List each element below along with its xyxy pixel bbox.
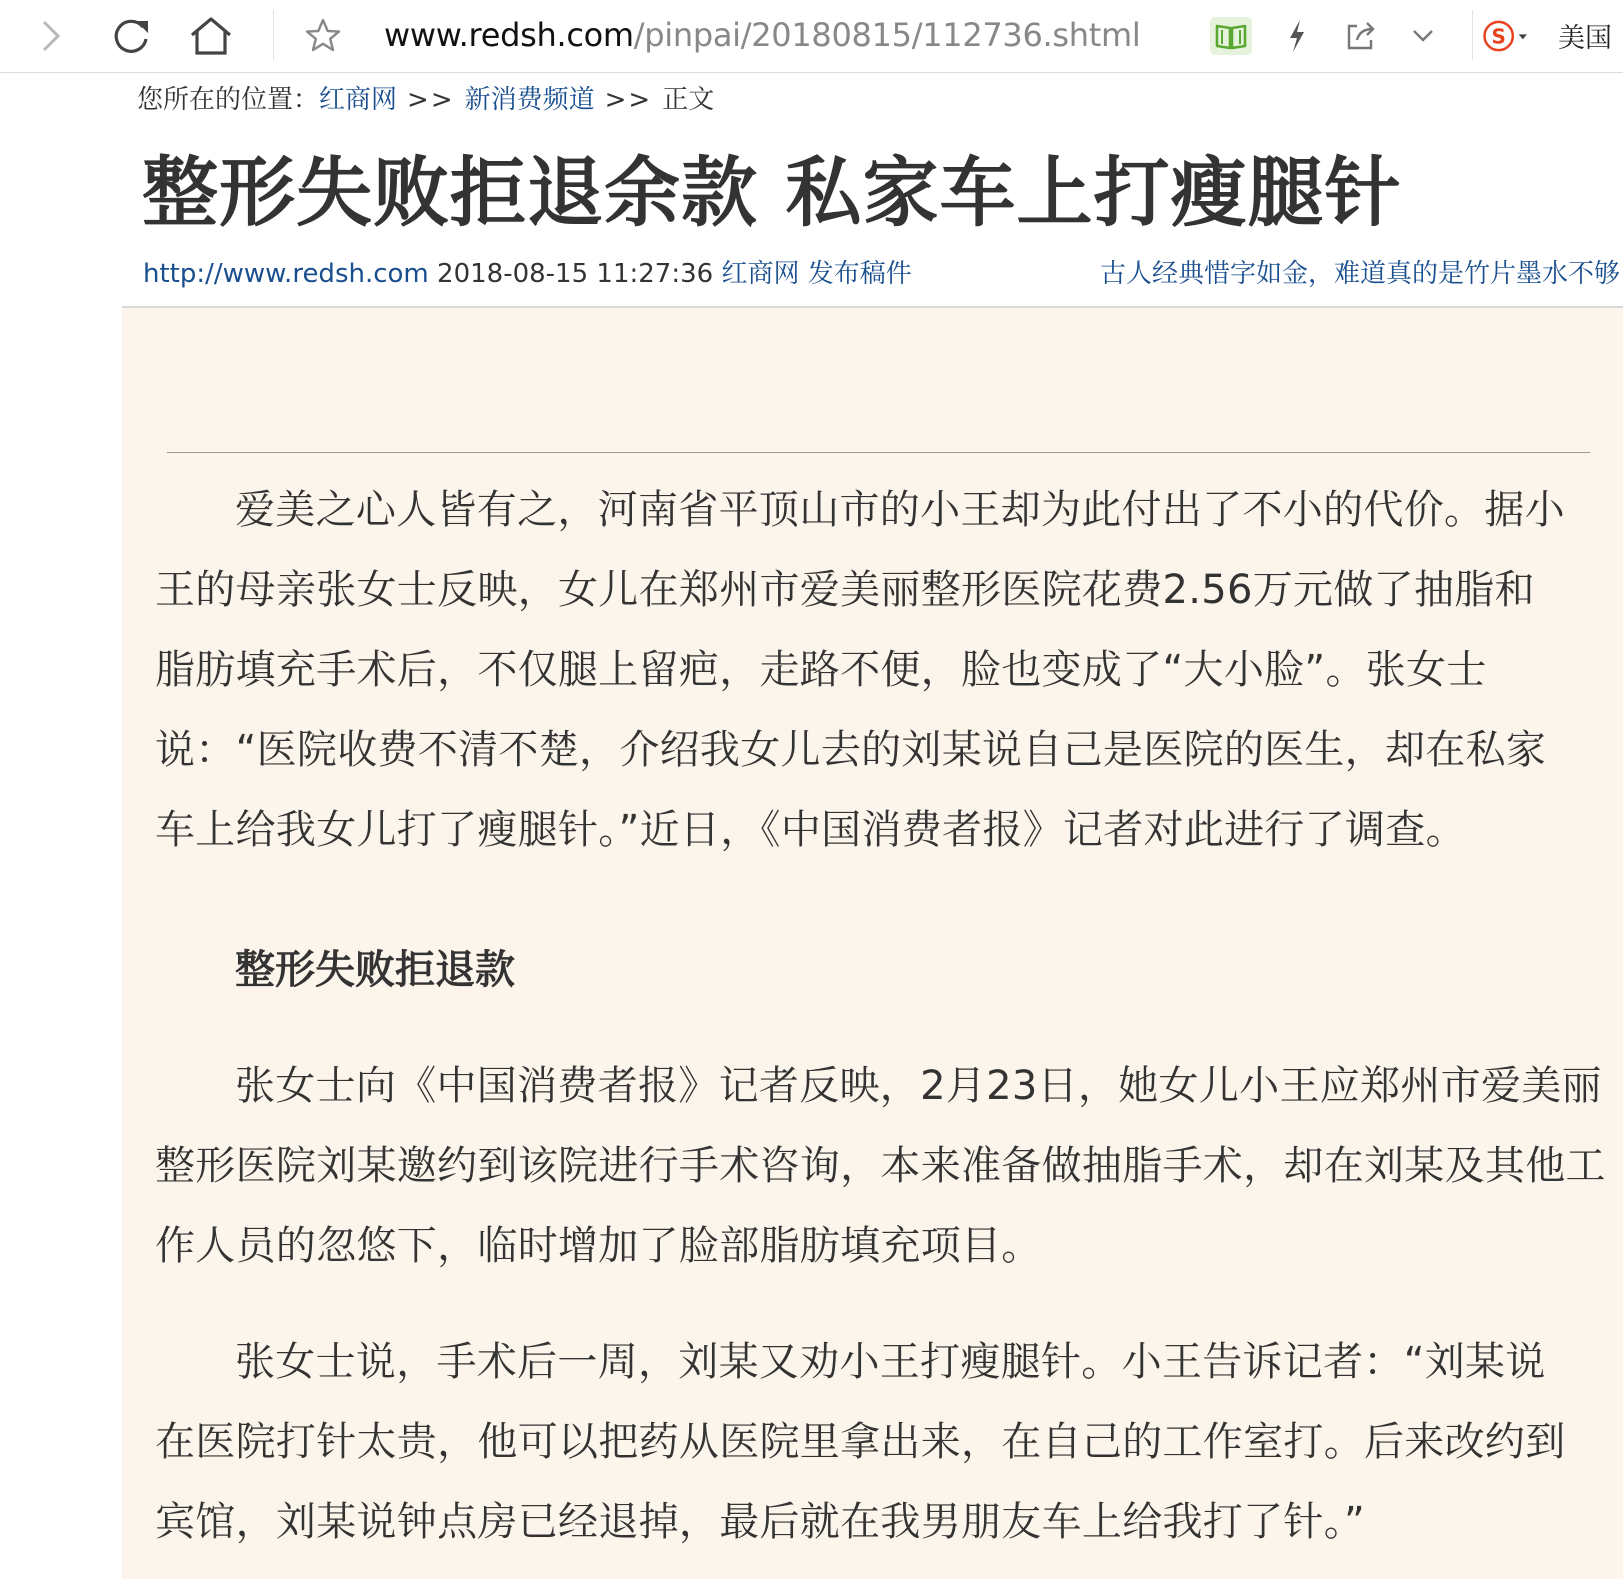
news-ticker-link[interactable]: 古人经典惜字如金，难道真的是竹片墨水不够 [1100,259,1621,289]
sogou-logo-icon[interactable] [1482,12,1532,60]
article-subheading: 整形失败拒退款 [235,947,515,993]
breadcrumb [137,82,714,118]
source-url-link[interactable]: http://www.redsh.com [143,259,429,289]
publish-datetime: 2018-08-15 11:27:36 [437,259,714,289]
site-link[interactable]: 红商网 [721,259,800,289]
url-host: www.redsh.com [384,16,634,54]
breadcrumb-site-link[interactable]: 红商网 [319,85,398,115]
breadcrumb-current: 正文 [662,85,715,115]
forward-icon[interactable] [26,12,76,60]
article-body [122,308,1623,1579]
reader-mode-icon[interactable] [1206,12,1256,60]
chevron-down-icon[interactable] [1398,12,1448,60]
search-engine-label[interactable]: 美国 [1558,23,1612,54]
toolbar-divider [273,10,274,60]
article-paragraph: 张女士说，手术后一周，刘某又劝小王打瘦腿针。小王告诉记者：“刘某说在医院打针太贵，他可以把药从医院里拿出来，在自己的工作室打。后来改约到宾馆，刘某说钟点房已经退掉，最后就在我男朋友车上给我打了针。” [155,1339,1566,1545]
breadcrumb-separator: >> [604,85,653,115]
home-icon[interactable] [186,12,236,60]
article-meta [143,256,912,292]
svg-text:S: S [1491,24,1506,49]
breadcrumb-separator: >> [407,85,455,115]
refresh-icon[interactable] [106,12,156,60]
article-paragraph: 张女士向《中国消费者报》记者反映，2月23日，她女儿小王应郑州市爱美丽整形医院刘某邀约到该院进行手术咨询，本来准备做抽脂手术，却在刘某及其他工作人员的忽悠下，临时增加了脸部脂肪填充项目。 [155,1063,1606,1269]
address-bar[interactable] [384,15,1141,55]
browser-toolbar [0,0,1623,73]
lightning-icon[interactable] [1272,12,1322,60]
submit-article-link[interactable]: 发布稿件 [807,259,912,289]
share-icon[interactable] [1336,12,1386,60]
breadcrumb-channel-link[interactable]: 新消费频道 [464,85,595,115]
article-title: 整形失败拒退余款 私家车上打瘦腿针 [142,148,1402,237]
star-icon[interactable] [298,12,348,60]
toolbar-divider [1472,10,1473,60]
breadcrumb-prefix: 您所在的位置： [137,85,320,115]
article-paragraph: 爱美之心人皆有之，河南省平顶山市的小王却为此付出了不小的代价。据小王的母亲张女士反映，女儿在郑州市爱美丽整形医院花费2.56万元做了抽脂和脂肪填充手术后，不仅腿上留疤，走路不便，脸也变成了“大小脸”。张女士说：“医院收费不清不楚，介绍我女儿去的刘某说自己是医院的医生，却在私家车上给我女儿打了瘦腿针。”近日，《中国消费者报》记者对此进行了调查。 [155,487,1565,853]
content-divider [167,452,1590,453]
url-path: /pinpai/20180815/112736.shtml [633,16,1141,54]
